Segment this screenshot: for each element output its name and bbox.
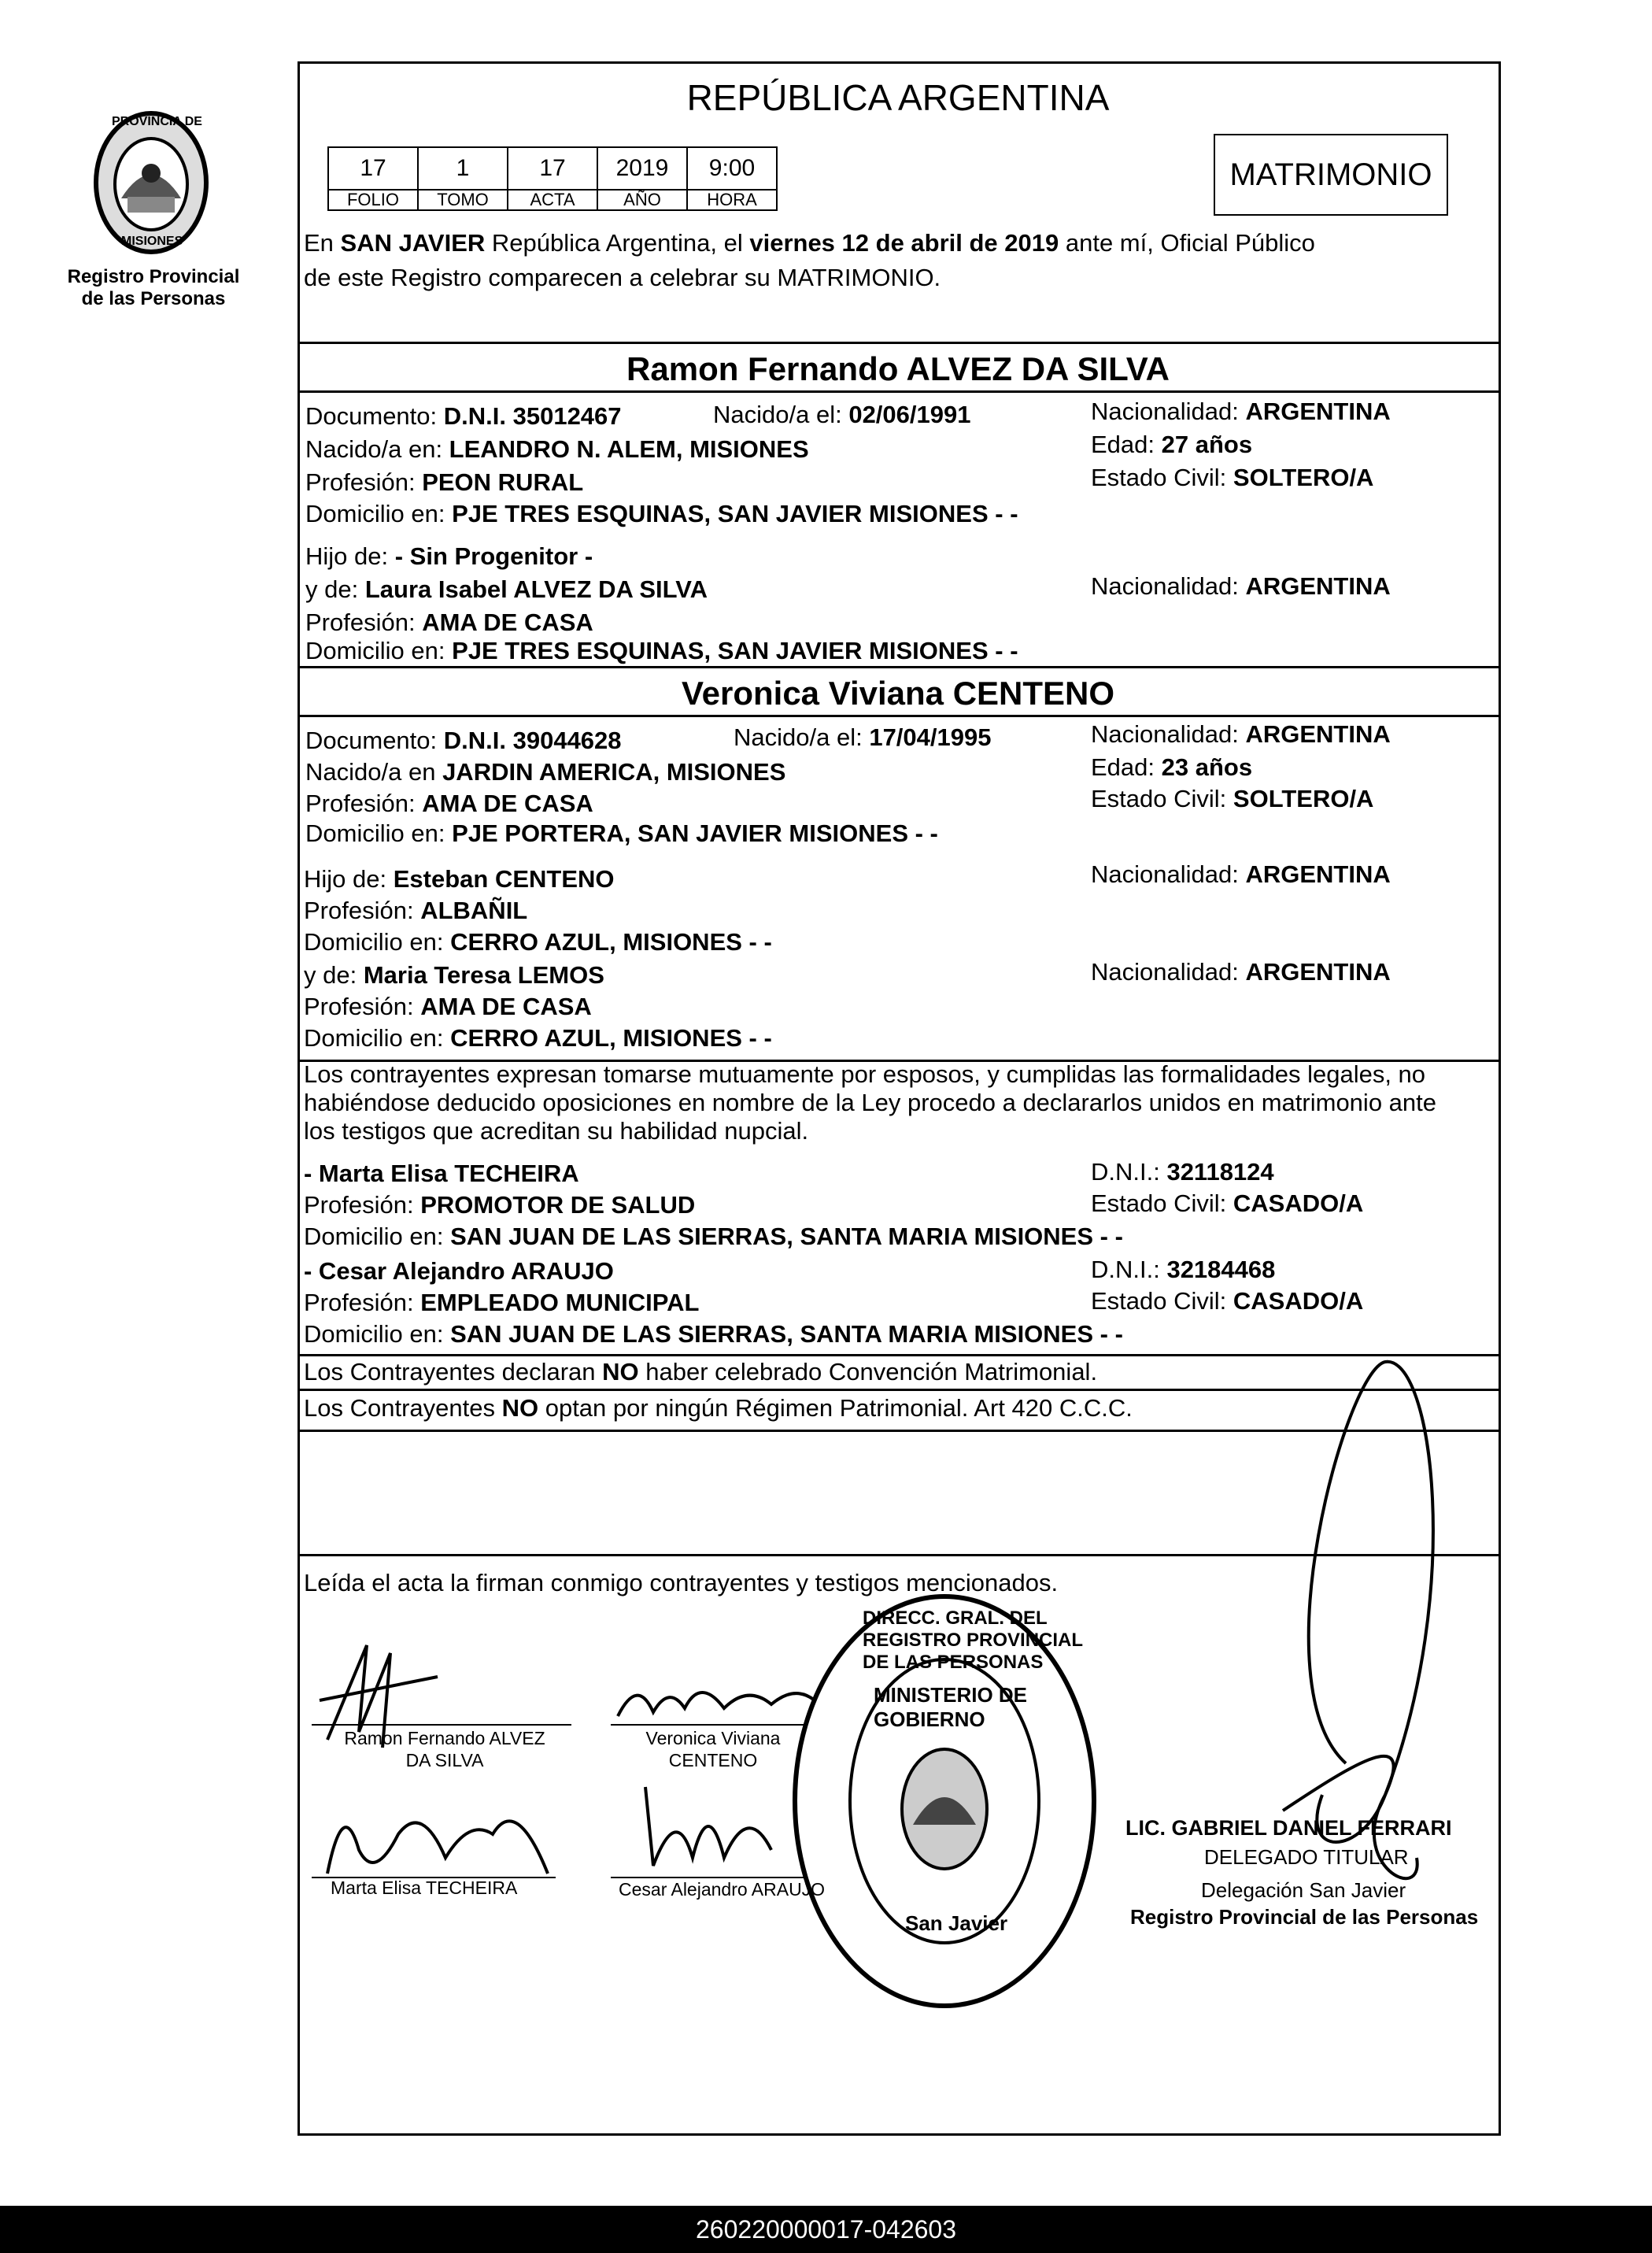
value: PJE TRES ESQUINAS, SAN JAVIER MISIONES - - bbox=[452, 500, 1018, 527]
label: Domicilio en: bbox=[305, 819, 453, 847]
witness-2-address bbox=[304, 1319, 1123, 1349]
label: y de: bbox=[304, 961, 364, 989]
registry-name bbox=[47, 266, 260, 310]
official-title: DELEGADO TITULAR bbox=[1204, 1845, 1409, 1869]
value: ALBAÑIL bbox=[420, 897, 528, 924]
groom-signature-caption bbox=[315, 1727, 575, 1771]
registry-line-1: Registro Provincial bbox=[67, 266, 240, 287]
label: Profesión: bbox=[304, 1191, 421, 1219]
tomo-value: 1 bbox=[417, 146, 508, 191]
label: Nacido/a el: bbox=[734, 723, 870, 751]
declaration-line-1: Los contrayentes expresan tomarse mutuamente por esposos, y cumplidas las formalidades legales, no bbox=[304, 1060, 1426, 1088]
value: 23 años bbox=[1161, 753, 1253, 781]
label: Edad: bbox=[1091, 431, 1162, 458]
registry-logo bbox=[72, 104, 230, 261]
witness-1-profession bbox=[304, 1190, 695, 1220]
tomo-label: TOMO bbox=[417, 189, 508, 211]
bride-mother-nationality bbox=[1091, 957, 1391, 987]
value: PROMOTOR DE SALUD bbox=[420, 1191, 696, 1219]
value: CERRO AZUL, MISIONES - - bbox=[450, 928, 772, 956]
bride-address bbox=[305, 819, 938, 849]
value: EMPLEADO MUNICIPAL bbox=[420, 1289, 700, 1316]
value: AMA DE CASA bbox=[422, 609, 593, 636]
logo-text-top: PROVINCIA DE bbox=[112, 115, 202, 128]
bride-signature-scribble bbox=[614, 1669, 819, 1736]
bride-father-nationality bbox=[1091, 860, 1391, 890]
declaration-line-3: los testigos que acreditan su habilidad nupcial. bbox=[304, 1117, 809, 1145]
regime-line-1 bbox=[304, 1357, 1097, 1387]
bride-birthplace bbox=[305, 757, 785, 787]
label: Domicilio en: bbox=[305, 637, 453, 664]
intro-city: SAN JAVIER bbox=[340, 229, 486, 257]
bride-signature-caption bbox=[634, 1727, 792, 1771]
witness-2-profession bbox=[304, 1288, 699, 1318]
label: Nacido/a en bbox=[305, 758, 443, 786]
divider bbox=[298, 666, 1499, 668]
caption-line: Veronica Viviana bbox=[645, 1728, 781, 1748]
groom-birthdate bbox=[713, 400, 970, 430]
label: Edad: bbox=[1091, 753, 1162, 781]
value: AMA DE CASA bbox=[420, 993, 592, 1020]
text: NO bbox=[602, 1358, 639, 1385]
regime-line-2 bbox=[304, 1393, 1133, 1423]
witness-2-dni bbox=[1091, 1255, 1275, 1285]
divider bbox=[298, 715, 1499, 717]
witness-1-dni bbox=[1091, 1157, 1274, 1187]
intro-line-1 bbox=[304, 228, 1315, 258]
label: Domicilio en: bbox=[305, 500, 453, 527]
value: PEON RURAL bbox=[422, 468, 584, 496]
label: D.N.I.: bbox=[1091, 1158, 1167, 1186]
groom-father bbox=[305, 542, 593, 572]
value: PJE TRES ESQUINAS, SAN JAVIER MISIONES - - bbox=[452, 637, 1018, 664]
official-seal bbox=[787, 1589, 1102, 2014]
groom-surname: ALVEZ DA SILVA bbox=[906, 350, 1170, 387]
label: Estado Civil: bbox=[1091, 785, 1233, 812]
signature-line bbox=[312, 1724, 571, 1726]
label: Nacionalidad: bbox=[1091, 572, 1246, 600]
folio-value: 17 bbox=[327, 146, 419, 191]
official-delegation: Delegación San Javier bbox=[1201, 1878, 1406, 1902]
value: CASADO/A bbox=[1233, 1287, 1364, 1315]
value: 02/06/1991 bbox=[848, 401, 971, 428]
document-code-bar bbox=[0, 2206, 1652, 2253]
witness-1-address bbox=[304, 1222, 1123, 1252]
value: SAN JUAN DE LAS SIERRAS, SANTA MARIA MISIONES - - bbox=[450, 1320, 1123, 1348]
text: haber celebrado Convención Matrimonial. bbox=[638, 1358, 1098, 1385]
witness-2-signature-scribble bbox=[630, 1771, 787, 1885]
value: SOLTERO/A bbox=[1233, 785, 1374, 812]
value: JARDIN AMERICA, MISIONES bbox=[442, 758, 786, 786]
label: Nacionalidad: bbox=[1091, 958, 1246, 986]
bride-birthdate bbox=[734, 723, 991, 753]
groom-document bbox=[305, 401, 622, 431]
bride-mother-profession bbox=[304, 992, 592, 1022]
label: Domicilio en: bbox=[304, 1024, 451, 1052]
official-name: LIC. GABRIEL DANIEL FERRARI bbox=[1125, 1816, 1452, 1840]
value: 17/04/1995 bbox=[869, 723, 992, 751]
intro-line-2: de este Registro comparecen a celebrar su MATRIMONIO. bbox=[304, 264, 941, 291]
groom-mother bbox=[305, 575, 708, 605]
label: Documento: bbox=[305, 727, 444, 754]
text: optan por ningún Régimen Patrimonial. Art 420 C.C.C. bbox=[538, 1394, 1133, 1422]
value: Maria Teresa LEMOS bbox=[363, 961, 604, 989]
label: Estado Civil: bbox=[1091, 1189, 1233, 1217]
bride-age bbox=[1091, 753, 1252, 782]
declaration-line-2: habiéndose deducido oposiciones en nombre de la Ley procedo a declararlos unidos en matrimonio ante bbox=[304, 1089, 1437, 1116]
label: Profesión: bbox=[305, 609, 423, 636]
groom-mother-address bbox=[305, 636, 1018, 666]
label: Hijo de: bbox=[305, 542, 395, 570]
label: Profesión: bbox=[305, 790, 423, 817]
text: Los Contrayentes declaran bbox=[304, 1358, 603, 1385]
groom-birthplace bbox=[305, 435, 809, 464]
value: ARGENTINA bbox=[1245, 398, 1391, 425]
anio-label: AÑO bbox=[597, 189, 688, 211]
bride-name bbox=[298, 674, 1499, 713]
groom-given-name: Ramon Fernando bbox=[626, 350, 907, 387]
label: Nacionalidad: bbox=[1091, 398, 1246, 425]
value: Laura Isabel ALVEZ DA SILVA bbox=[364, 575, 708, 603]
text: Los Contrayentes bbox=[304, 1394, 502, 1422]
seal-inner-text: MINISTERIO DE GOBIERNO bbox=[874, 1683, 1028, 1731]
label: Domicilio en: bbox=[304, 1320, 451, 1348]
label: Domicilio en: bbox=[304, 1223, 451, 1250]
label: Nacionalidad: bbox=[1091, 860, 1246, 888]
bride-father bbox=[304, 864, 615, 894]
label: Nacido/a el: bbox=[713, 401, 849, 428]
bride-surname: CENTENO bbox=[952, 675, 1115, 712]
value: PJE PORTERA, SAN JAVIER MISIONES - - bbox=[452, 819, 938, 847]
label: Nacido/a en: bbox=[305, 435, 449, 463]
signatures-intro: Leída el acta la firman conmigo contrayentes y testigos mencionados. bbox=[304, 1569, 1059, 1596]
value: Esteban CENTENO bbox=[393, 865, 615, 893]
official-registry: Registro Provincial de las Personas bbox=[1130, 1905, 1479, 1929]
acta-value: 17 bbox=[507, 146, 598, 191]
value: 32118124 bbox=[1166, 1158, 1274, 1186]
groom-profession bbox=[305, 468, 583, 498]
groom-nationality bbox=[1091, 397, 1391, 427]
bride-given-name: Veronica Viviana bbox=[681, 675, 953, 712]
groom-address bbox=[305, 499, 1018, 529]
bride-father-profession bbox=[304, 896, 527, 926]
label: Profesión: bbox=[304, 993, 421, 1020]
label: Profesión: bbox=[304, 897, 421, 924]
label: Domicilio en: bbox=[304, 928, 451, 956]
label: Documento: bbox=[305, 402, 444, 430]
label: Profesión: bbox=[304, 1289, 421, 1316]
seal-bottom-text: San Javier bbox=[905, 1911, 1008, 1935]
intro-text-3: ante mí, Oficial Público bbox=[1059, 229, 1315, 257]
value: - Sin Progenitor - bbox=[394, 542, 593, 570]
text: NO bbox=[501, 1394, 539, 1422]
intro-text-1: En bbox=[304, 229, 341, 257]
label: Nacionalidad: bbox=[1091, 720, 1246, 748]
value: ARGENTINA bbox=[1245, 720, 1391, 748]
witness-2-signature-caption: Cesar Alejandro ARAUJO bbox=[619, 1879, 826, 1900]
bride-nationality bbox=[1091, 720, 1391, 749]
witness-1-signature-caption: Marta Elisa TECHEIRA bbox=[331, 1878, 518, 1898]
document-code: 260220000017-042603 bbox=[696, 2215, 956, 2244]
caption-line: CENTENO bbox=[668, 1750, 758, 1770]
label: Estado Civil: bbox=[1091, 1287, 1233, 1315]
registry-line-2: de las Personas bbox=[81, 288, 226, 309]
value: CASADO/A bbox=[1233, 1189, 1364, 1217]
bride-document bbox=[305, 726, 622, 756]
divider bbox=[298, 390, 1499, 393]
witness-1-civil-status bbox=[1091, 1189, 1363, 1219]
value: LEANDRO N. ALEM, MISIONES bbox=[449, 435, 809, 463]
logo-text-bottom: MISIONES bbox=[121, 235, 183, 248]
groom-name bbox=[298, 350, 1499, 389]
groom-civil-status bbox=[1091, 463, 1373, 493]
witness-2-civil-status bbox=[1091, 1286, 1363, 1316]
acta-label: ACTA bbox=[507, 189, 598, 211]
bride-mother bbox=[304, 960, 604, 990]
label: y de: bbox=[305, 575, 365, 603]
value: SAN JUAN DE LAS SIERRAS, SANTA MARIA MISIONES - - bbox=[450, 1223, 1123, 1250]
bride-civil-status bbox=[1091, 784, 1373, 814]
witness-2-name: - Cesar Alejandro ARAUJO bbox=[304, 1257, 614, 1285]
divider bbox=[298, 342, 1499, 344]
bride-profession bbox=[305, 789, 593, 819]
label: D.N.I.: bbox=[1091, 1256, 1167, 1283]
intro-date: viernes 12 de abril de 2019 bbox=[749, 229, 1059, 257]
page-title: REPÚBLICA ARGENTINA bbox=[686, 77, 1110, 118]
value: ARGENTINA bbox=[1245, 572, 1391, 600]
caption-line: Ramon Fernando ALVEZ bbox=[344, 1728, 545, 1748]
value: 32184468 bbox=[1166, 1256, 1276, 1283]
witness-1-name: - Marta Elisa TECHEIRA bbox=[304, 1160, 579, 1187]
groom-mother-nationality bbox=[1091, 572, 1391, 601]
value: ARGENTINA bbox=[1245, 860, 1391, 888]
bride-mother-address bbox=[304, 1023, 772, 1053]
signature-line bbox=[611, 1724, 808, 1726]
groom-mother-profession bbox=[305, 608, 593, 638]
value: D.N.I. 39044628 bbox=[443, 727, 622, 754]
caption-line: DA SILVA bbox=[405, 1750, 484, 1770]
label: Profesión: bbox=[305, 468, 423, 496]
value: ARGENTINA bbox=[1245, 958, 1391, 986]
folio-label: FOLIO bbox=[327, 189, 419, 211]
doc-type-badge: MATRIMONIO bbox=[1214, 134, 1448, 216]
value: AMA DE CASA bbox=[422, 790, 593, 817]
label: Estado Civil: bbox=[1091, 464, 1233, 491]
hora-value: 9:00 bbox=[686, 146, 778, 191]
anio-value: 2019 bbox=[597, 146, 688, 191]
label: Hijo de: bbox=[304, 865, 394, 893]
value: SOLTERO/A bbox=[1233, 464, 1374, 491]
bride-father-address bbox=[304, 927, 772, 957]
groom-age bbox=[1091, 430, 1252, 460]
hora-label: HORA bbox=[686, 189, 778, 211]
value: D.N.I. 35012467 bbox=[443, 402, 622, 430]
seal-outer-text: DIRECC. GRAL. DEL REGISTRO PROVINCIAL DE LAS PERSONAS bbox=[863, 1607, 1083, 1673]
value: 27 años bbox=[1161, 431, 1253, 458]
value: CERRO AZUL, MISIONES - - bbox=[450, 1024, 772, 1052]
intro-text-2: República Argentina, el bbox=[485, 229, 750, 257]
